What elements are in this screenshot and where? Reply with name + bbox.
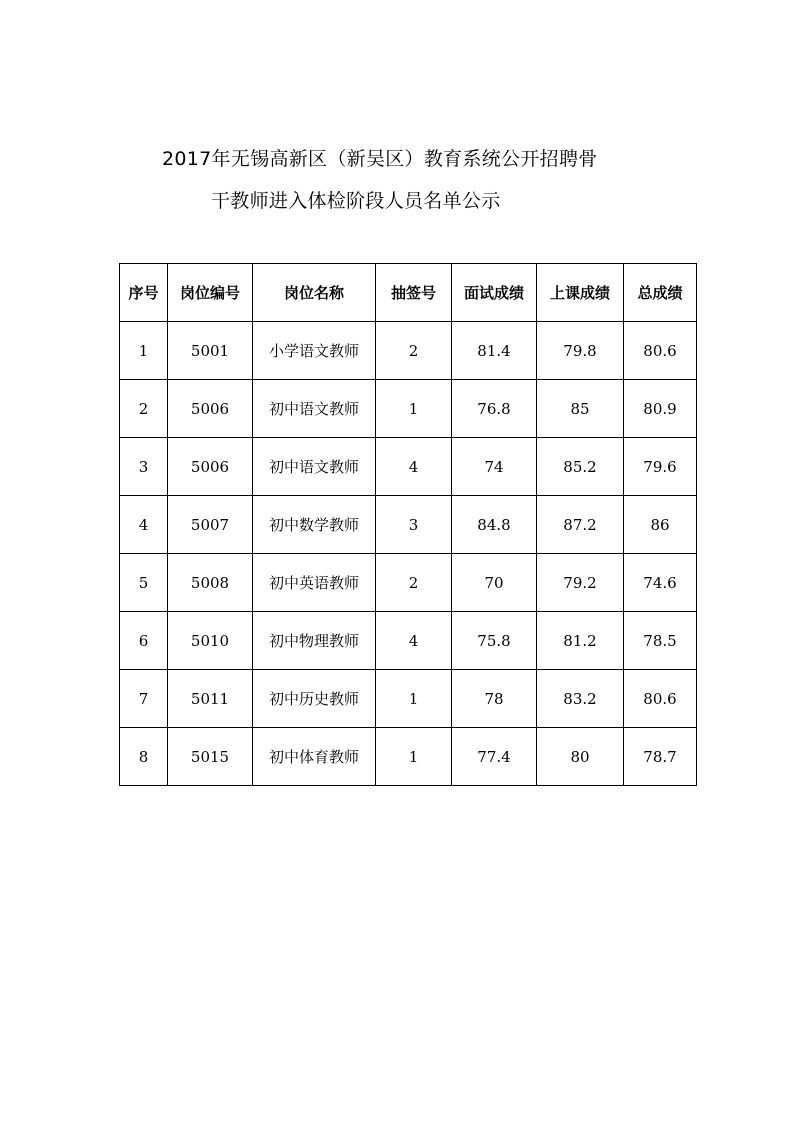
cell-position-name: 小学语文教师	[253, 322, 376, 380]
table-row	[120, 670, 697, 728]
header-interview-score: 面试成绩	[452, 264, 537, 322]
cell-position-name: 初中语文教师	[253, 380, 376, 438]
cell-position-name: 初中物理教师	[253, 612, 376, 670]
cell-interview-score: 74	[452, 438, 537, 496]
cell-position-code: 5006	[168, 380, 253, 438]
header-serial-no: 序号	[120, 264, 168, 322]
cell-total-score: 78.5	[624, 612, 697, 670]
cell-total-score: 80.6	[624, 670, 697, 728]
cell-teaching-score: 87.2	[537, 496, 624, 554]
table-header-row	[120, 264, 697, 322]
cell-position-code: 5001	[168, 322, 253, 380]
cell-lot-number: 4	[376, 438, 452, 496]
cell-lot-number: 2	[376, 554, 452, 612]
table-row	[120, 496, 697, 554]
cell-serial-no: 1	[120, 322, 168, 380]
cell-teaching-score: 83.2	[537, 670, 624, 728]
cell-position-code: 5006	[168, 438, 253, 496]
cell-interview-score: 77.4	[452, 728, 537, 786]
cell-interview-score: 76.8	[452, 380, 537, 438]
table-body	[120, 322, 697, 786]
header-lot-number: 抽签号	[376, 264, 452, 322]
table-row	[120, 612, 697, 670]
cell-lot-number: 3	[376, 496, 452, 554]
cell-serial-no: 7	[120, 670, 168, 728]
table-row	[120, 728, 697, 786]
cell-position-code: 5011	[168, 670, 253, 728]
cell-position-code: 5015	[168, 728, 253, 786]
cell-interview-score: 75.8	[452, 612, 537, 670]
cell-total-score: 80.6	[624, 322, 697, 380]
cell-position-code: 5008	[168, 554, 253, 612]
results-table	[119, 263, 697, 786]
document-title-line-1: 2017年无锡高新区（新吴区）教育系统公开招聘骨	[162, 148, 598, 170]
cell-lot-number: 1	[376, 728, 452, 786]
cell-interview-score: 78	[452, 670, 537, 728]
cell-position-code: 5007	[168, 496, 253, 554]
cell-lot-number: 2	[376, 322, 452, 380]
cell-position-name: 初中英语教师	[253, 554, 376, 612]
cell-position-name: 初中历史教师	[253, 670, 376, 728]
header-teaching-score: 上课成绩	[537, 264, 624, 322]
cell-total-score: 86	[624, 496, 697, 554]
table-row	[120, 554, 697, 612]
cell-serial-no: 4	[120, 496, 168, 554]
cell-total-score: 80.9	[624, 380, 697, 438]
cell-total-score: 79.6	[624, 438, 697, 496]
cell-serial-no: 5	[120, 554, 168, 612]
cell-teaching-score: 80	[537, 728, 624, 786]
table-row	[120, 438, 697, 496]
cell-serial-no: 8	[120, 728, 168, 786]
cell-serial-no: 3	[120, 438, 168, 496]
cell-lot-number: 1	[376, 670, 452, 728]
cell-serial-no: 2	[120, 380, 168, 438]
cell-position-name: 初中数学教师	[253, 496, 376, 554]
cell-teaching-score: 79.8	[537, 322, 624, 380]
cell-lot-number: 4	[376, 612, 452, 670]
cell-lot-number: 1	[376, 380, 452, 438]
cell-interview-score: 81.4	[452, 322, 537, 380]
table-row	[120, 380, 697, 438]
document-title-line-2: 干教师进入体检阶段人员名单公示	[211, 190, 501, 212]
cell-teaching-score: 85	[537, 380, 624, 438]
header-position-code: 岗位编号	[168, 264, 253, 322]
cell-position-code: 5010	[168, 612, 253, 670]
header-total-score: 总成绩	[624, 264, 697, 322]
header-position-name: 岗位名称	[253, 264, 376, 322]
cell-teaching-score: 81.2	[537, 612, 624, 670]
cell-teaching-score: 79.2	[537, 554, 624, 612]
cell-serial-no: 6	[120, 612, 168, 670]
table-row	[120, 322, 697, 380]
cell-total-score: 78.7	[624, 728, 697, 786]
cell-interview-score: 84.8	[452, 496, 537, 554]
cell-teaching-score: 85.2	[537, 438, 624, 496]
table-header	[120, 264, 697, 322]
cell-position-name: 初中语文教师	[253, 438, 376, 496]
cell-total-score: 74.6	[624, 554, 697, 612]
cell-interview-score: 70	[452, 554, 537, 612]
cell-position-name: 初中体育教师	[253, 728, 376, 786]
